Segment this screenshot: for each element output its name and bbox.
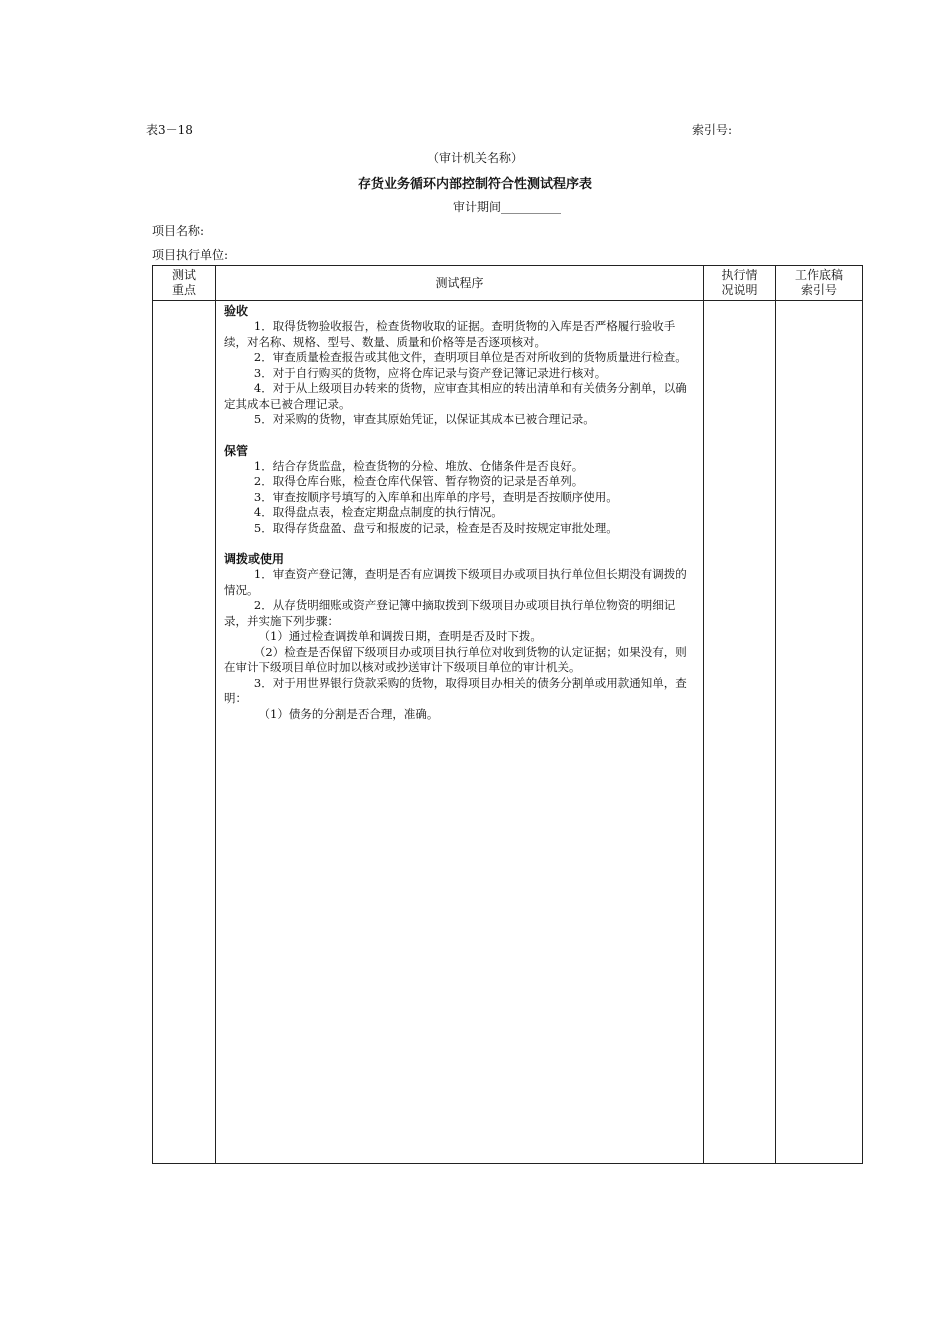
- project-unit-label: 项目执行单位:: [152, 248, 229, 262]
- table-body-row: [153, 301, 863, 1164]
- col-header-workpaper: 工作底稿 索引号: [776, 266, 863, 301]
- index-number-label: 索引号:: [692, 123, 733, 137]
- list-item: 1．取得货物验收报告，检查货物收取的证据。查明货物的入库是否严格履行验收手续，对名称、规格、型号、数量、质量和价格等是否逐项核对。: [224, 319, 676, 349]
- list-item: 2．审查质量检查报告或其他文件，查明项目单位是否对所收到的货物质量进行检查。: [253, 350, 687, 364]
- table-header-row: [153, 266, 863, 301]
- list-item: （2）检查是否保留下级项目办或项目执行单位对收到货物的认定证据；如果没有，则在审计下级项目单位时加以核对或抄送审计下级项目单位的审计机关。: [224, 644, 687, 674]
- project-name-label: 项目名称:: [152, 224, 205, 238]
- table-number: 表3－18: [146, 123, 193, 137]
- list-item: 3．审查按顺序号填写的入库单和出库单的序号，查明是否按顺序使用。: [253, 489, 618, 504]
- list-item: （1）债务的分割是否合理，准确。: [258, 706, 439, 721]
- workpaper-cell: [776, 301, 863, 1164]
- section-heading-allocation: 调拨或使用: [224, 552, 285, 566]
- test-procedure-table: [152, 265, 863, 1164]
- list-item: 2．取得仓库台账，检查仓库代保管、暂存物资的记录是否单列。: [253, 474, 584, 488]
- list-item: （1）通过检查调拨单和调拨日期，查明是否及时下拨。: [258, 629, 542, 643]
- section-heading-acceptance: 验收: [224, 304, 249, 318]
- list-item: 3．对于用世界银行贷款采购的货物，取得项目办相关的债务分割单或用款通知单，查明：: [224, 675, 687, 705]
- list-item: 4．对于从上级项目办转来的货物，应审查其相应的转出清单和有关债务分割单，以确定其成本已被合理记录。: [224, 381, 687, 411]
- list-item: 4．取得盘点表，检查定期盘点制度的执行情况。: [253, 505, 503, 519]
- focus-cell: [153, 301, 216, 1164]
- list-item: 5．对采购的货物，审查其原始凭证，以保证其成本已被合理记录。: [253, 412, 595, 426]
- section-heading-custody: 保管: [224, 443, 249, 458]
- col-header-execution: 执行情 况说明: [704, 266, 776, 301]
- list-item: 3．对于自行购买的货物，应将仓库记录与资产登记簿记录进行核对。: [253, 365, 607, 380]
- list-item: 1．审查资产登记簿，查明是否有应调拨下级项目办或项目执行单位但长期没有调拨的情况。: [224, 567, 687, 597]
- audit-agency-name: （审计机关名称）: [426, 151, 523, 165]
- audit-period: 审计期间__________: [452, 200, 561, 214]
- col-header-procedure: 测试程序: [216, 266, 704, 301]
- execution-cell: [704, 301, 776, 1164]
- col-header-focus: 测试 重点: [153, 266, 216, 301]
- list-item: 2．从存货明细账或资产登记簿中摘取拨到下级项目办或项目执行单位物资的明细记录，并实施下列步骤：: [224, 598, 676, 628]
- procedure-cell: [216, 301, 704, 1164]
- list-item: 1．结合存货监盘，检查货物的分检、堆放、仓储条件是否良好。: [253, 458, 584, 473]
- list-item: 5．取得存货盘盈、盘亏和报废的记录，检查是否及时按规定审批处理。: [253, 520, 618, 535]
- form-title: 存货业务循环内部控制符合性测试程序表: [357, 177, 592, 192]
